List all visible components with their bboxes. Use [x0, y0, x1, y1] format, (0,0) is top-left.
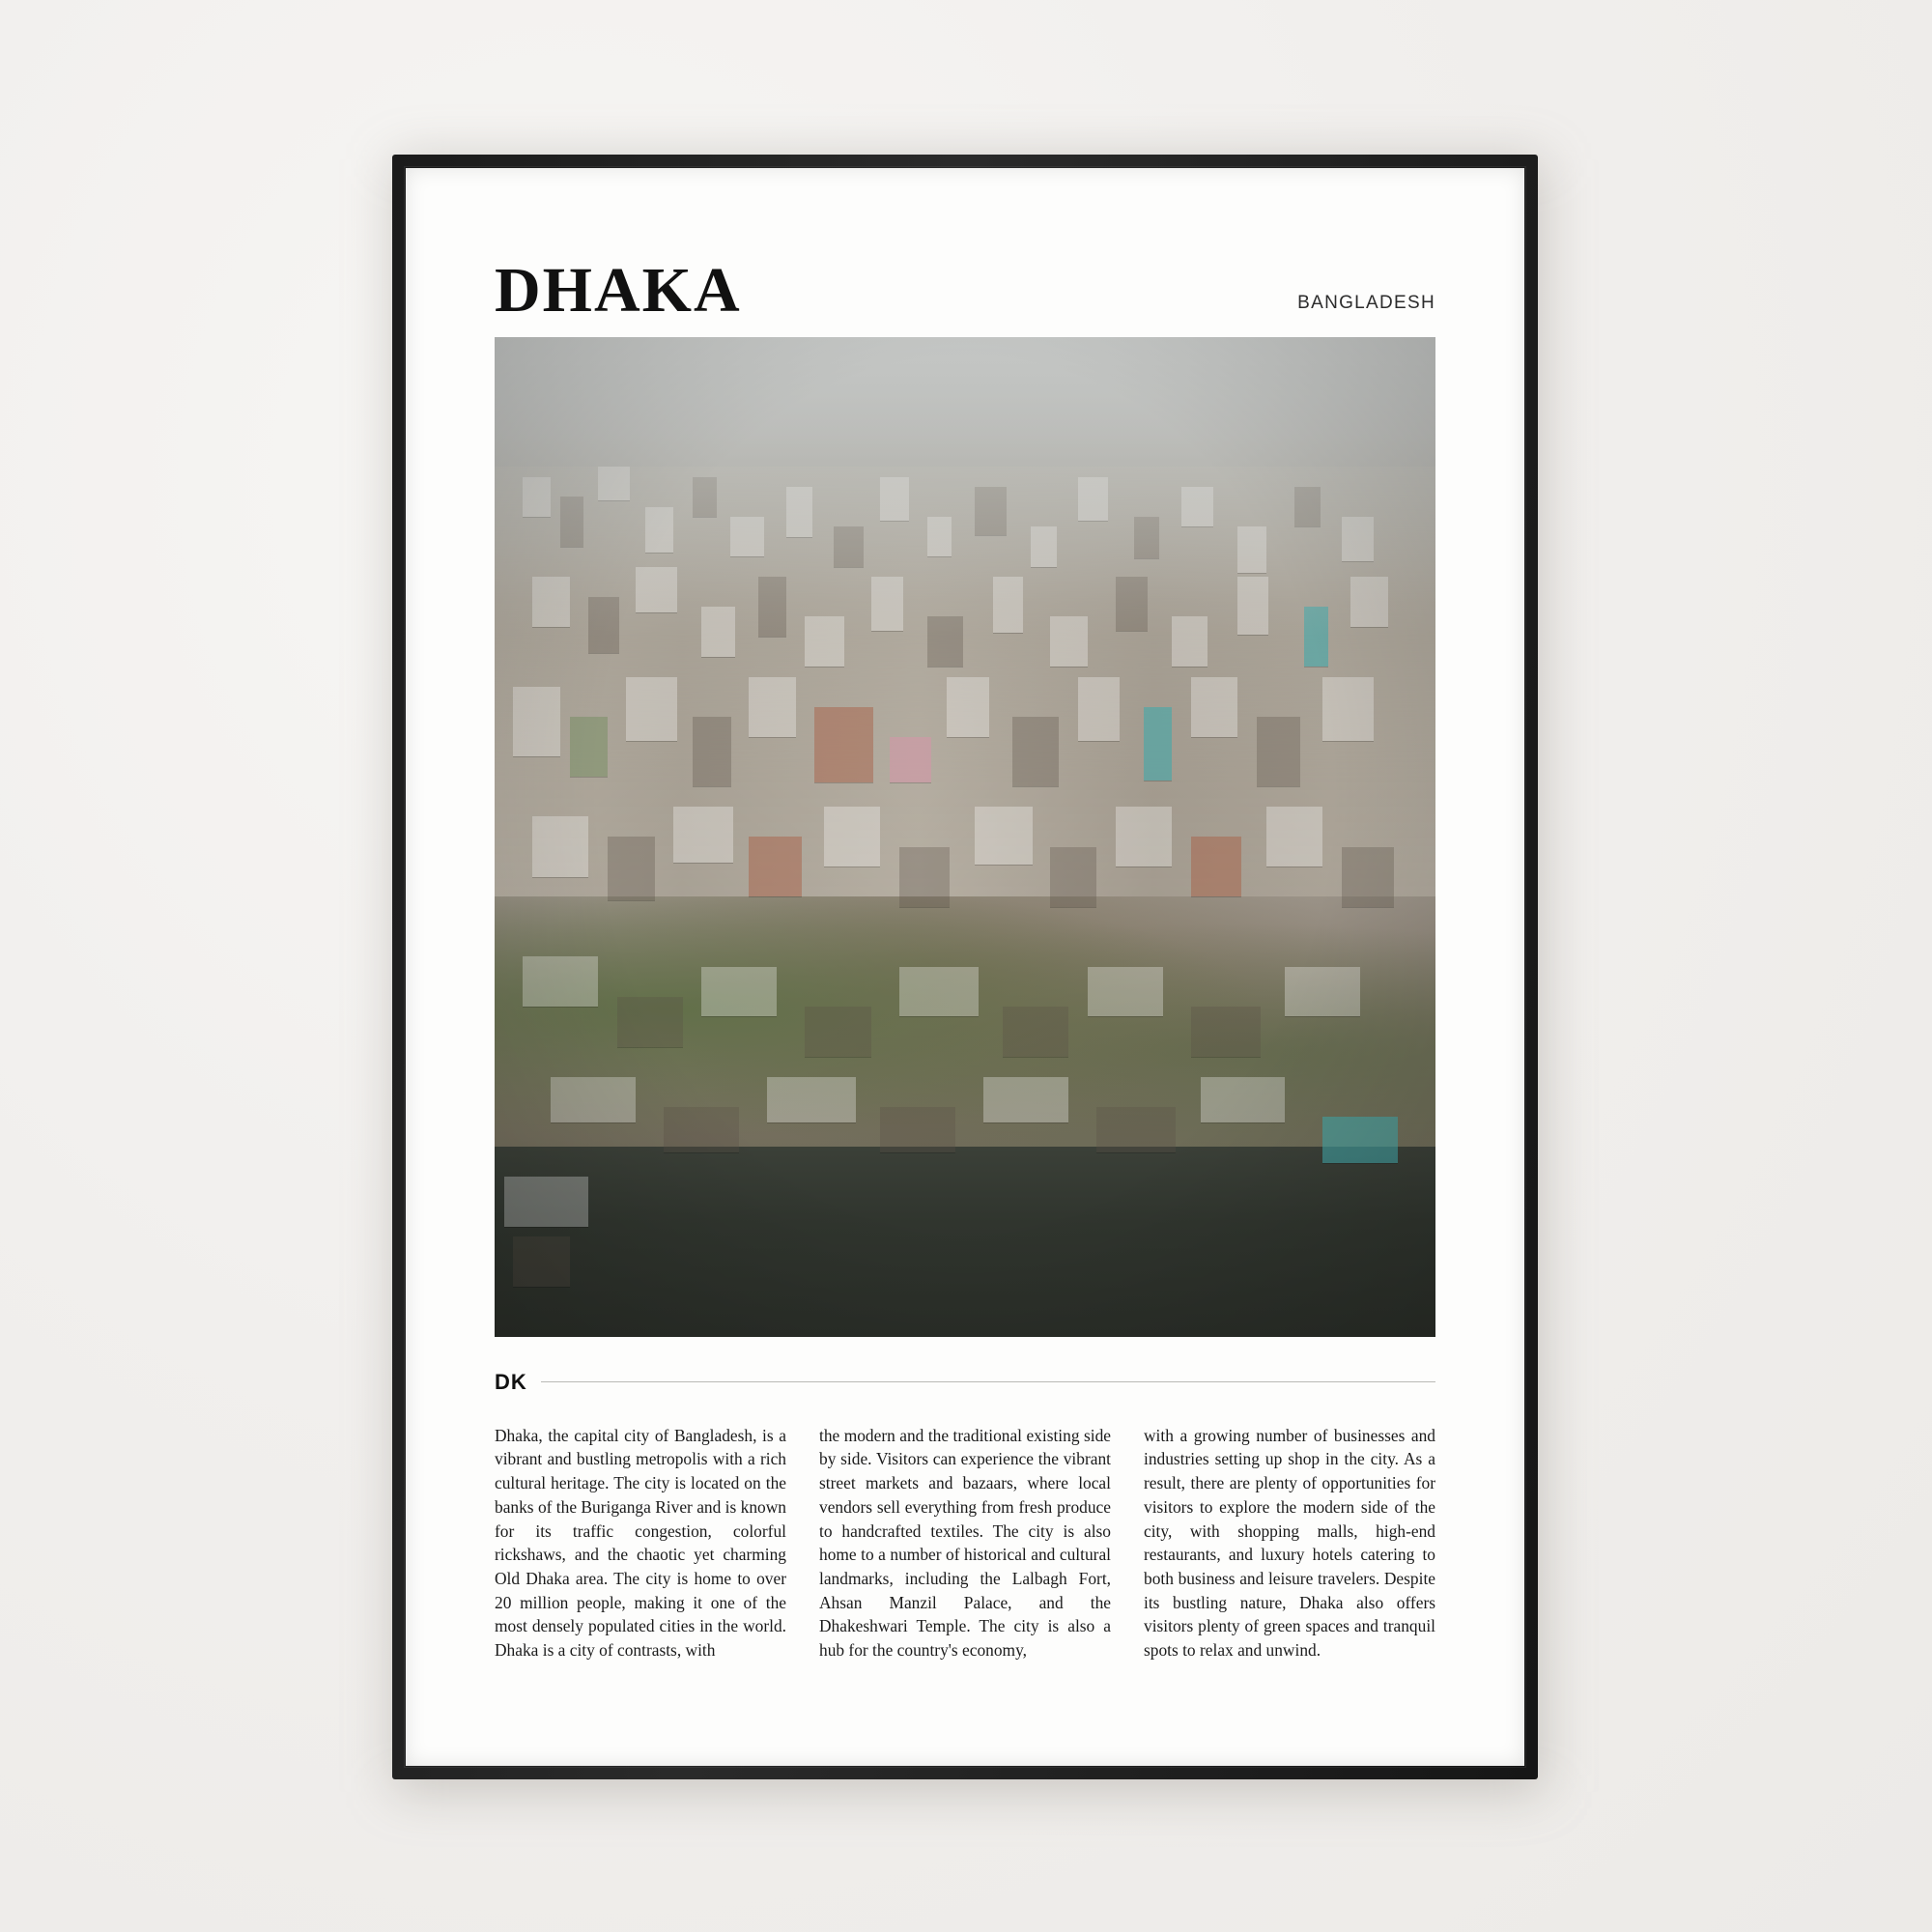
country-label: BANGLADESH [1297, 292, 1435, 313]
description-text: the modern and the traditional existing side by side. Visitors can experience the vibrant street markets and bazaars, where local vendors sell everything from fresh produce to handcrafted textiles. The city is also home to a number of historical and cultural landmarks, including the Lalbagh Fort, Ahsan Manzil Palace, and the Dhakeshwari Temple. The city is also a hub for the country's economy, [819, 1425, 1111, 1661]
poster-paper [406, 168, 1524, 1766]
horizontal-rule [541, 1381, 1435, 1382]
picture-frame [392, 155, 1538, 1779]
description-column-1 [495, 1424, 786, 1662]
description-column-2 [819, 1424, 1111, 1662]
city-photograph [495, 337, 1435, 1337]
poster-header [495, 255, 1435, 326]
description-column-3 [1144, 1424, 1435, 1662]
description-text: with a growing number of businesses and industries setting up shop in the city. As a result, there are plenty of opportunities for visitors to explore the modern side of the city, with shopping malls, high-end restaurants, and luxury hotels catering to both business and leisure travelers. Despite its bustling nature, Dhaka also offers visitors plenty of green spaces and tranquil spots to relax and unwind. [1144, 1425, 1435, 1661]
city-code: DK [495, 1369, 527, 1394]
divider-row [495, 1370, 1435, 1395]
description-columns [495, 1424, 1435, 1662]
description-text: Dhaka, the capital city of Bangladesh, is a vibrant and bustling metropolis with a rich cultural heritage. The city is located on the banks of the Buriganga River and is known for its traffic congestion, colorful rickshaws, and the chaotic yet charming Old Dhaka area. The city is home to over 20 million people, making it one of the most densely populated cities in the world. Dhaka is a city of contrasts, with [495, 1425, 786, 1661]
photo-vignette [495, 337, 1435, 1337]
page-title: DHAKA [495, 255, 742, 326]
poster-content [406, 168, 1524, 1766]
